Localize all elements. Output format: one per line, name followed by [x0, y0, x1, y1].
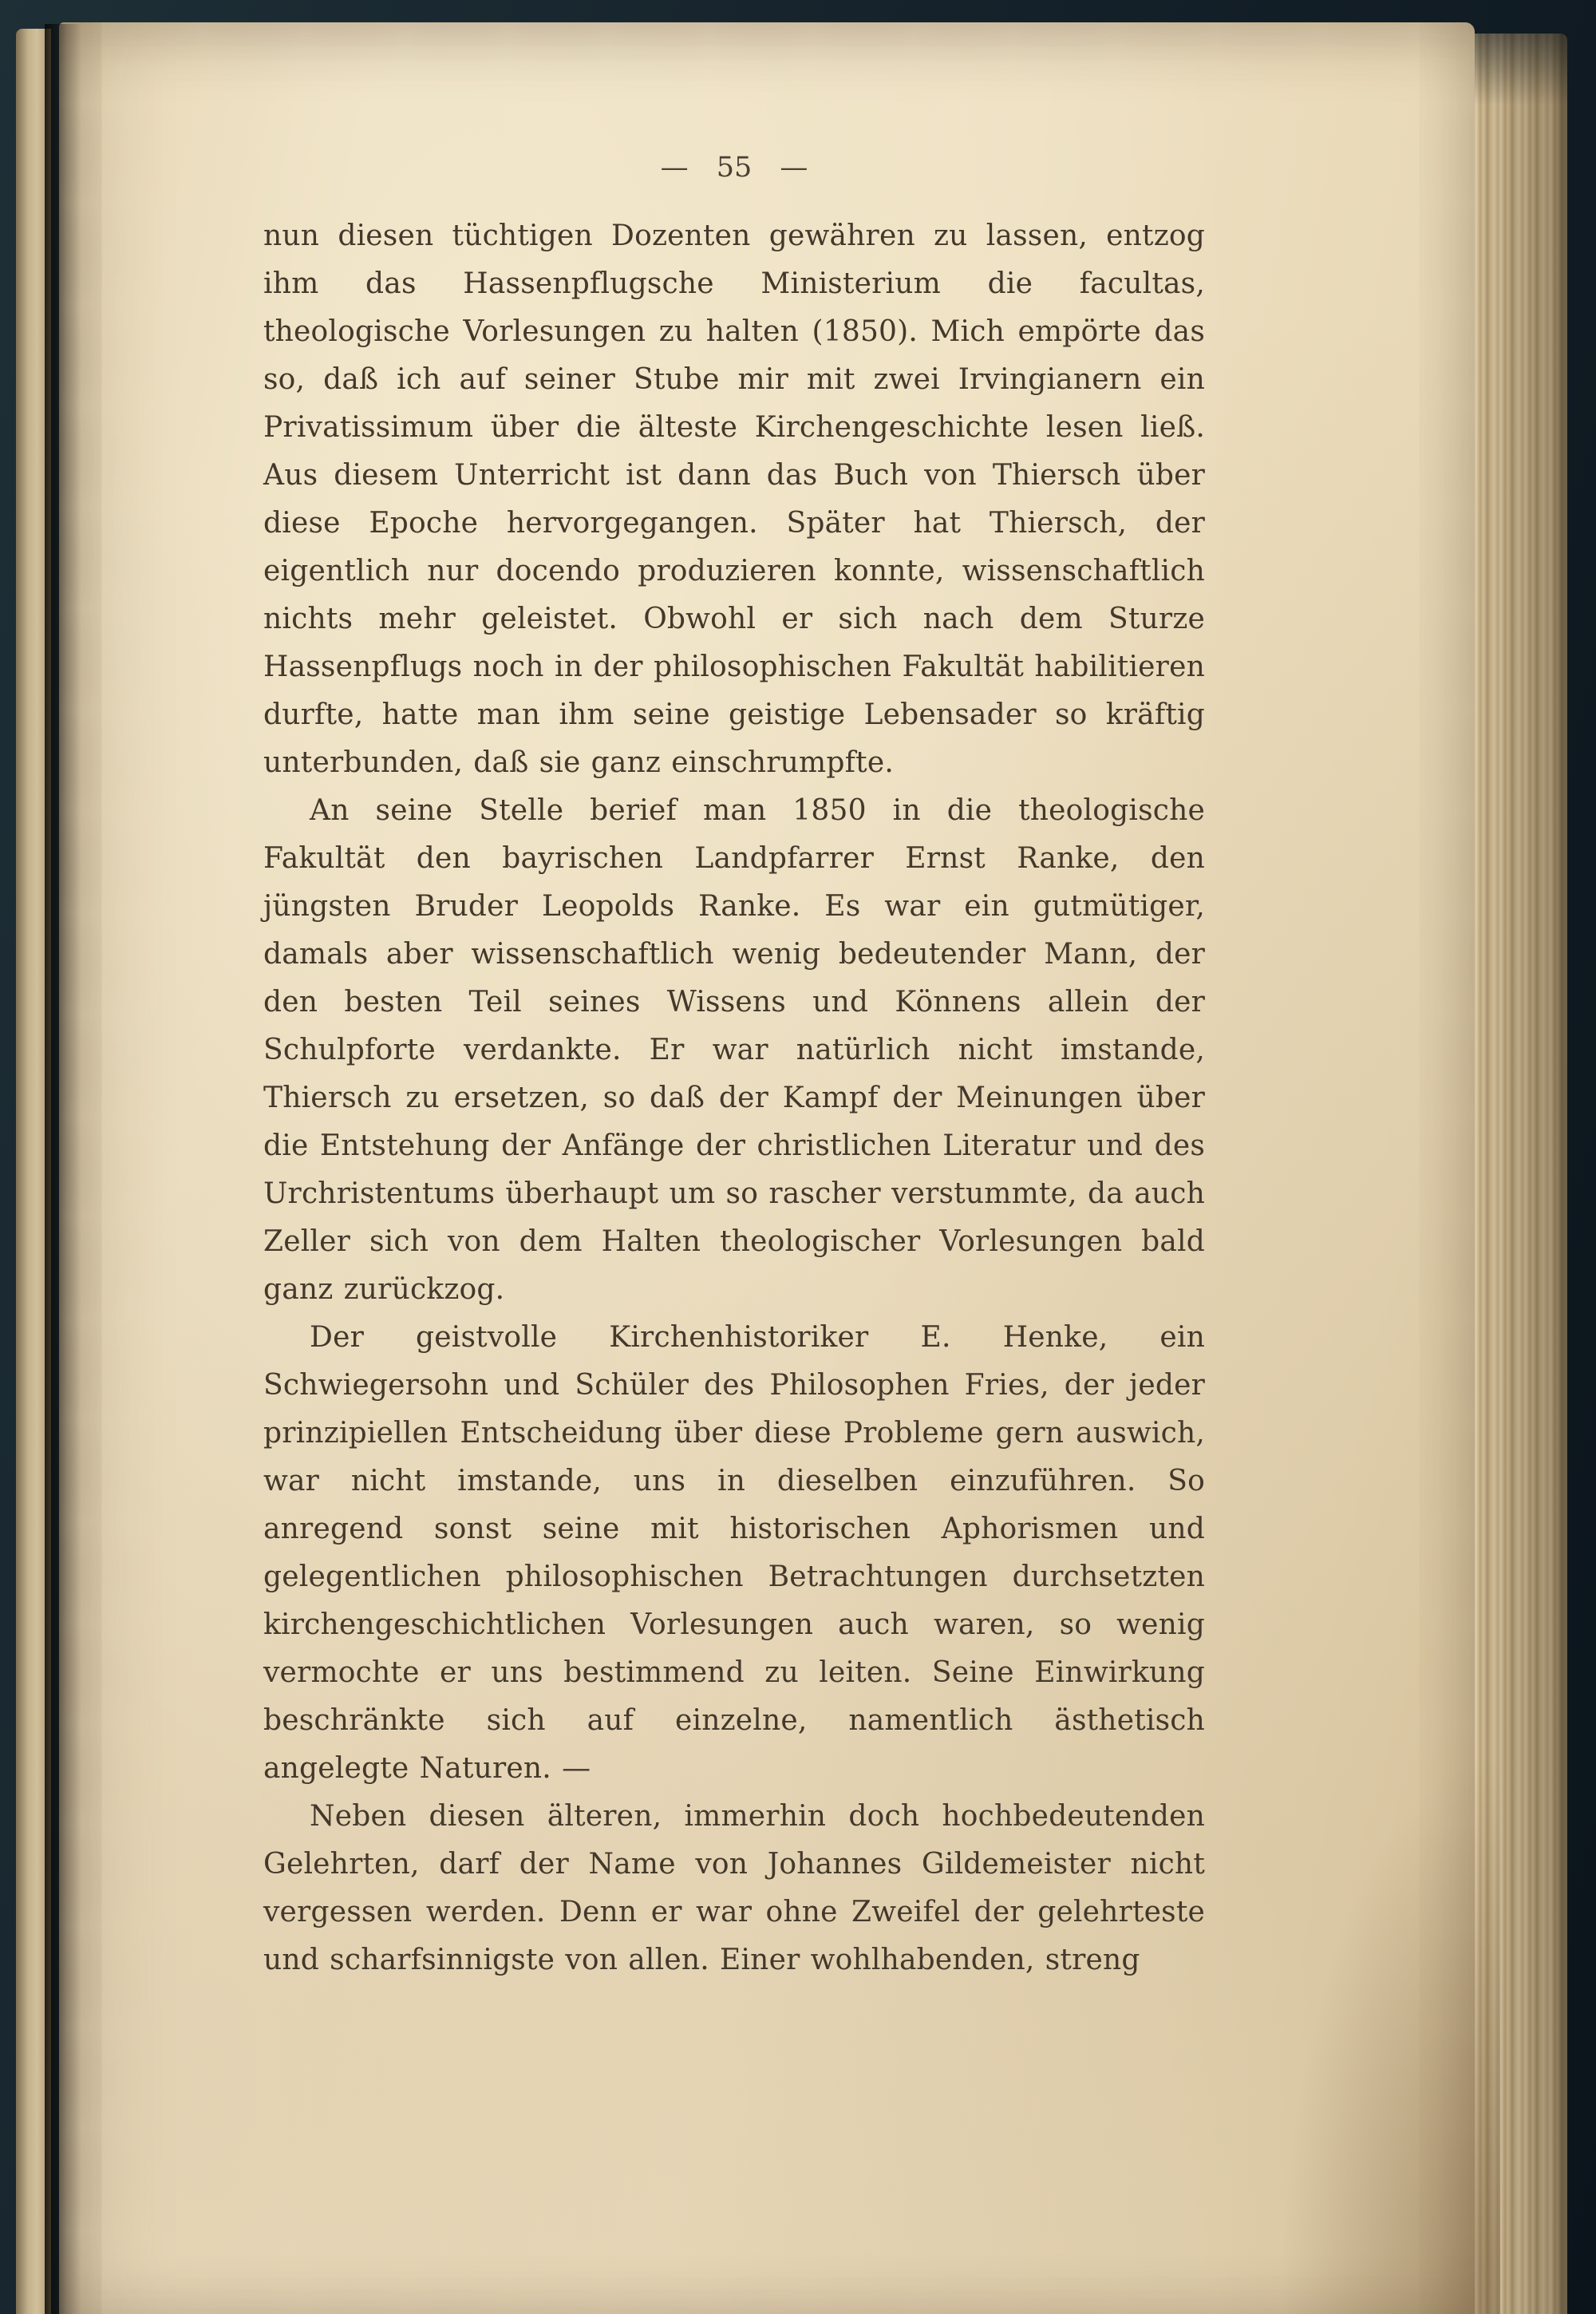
paragraph: An seine Stelle berief man 1850 in die theologische Fakultät den bayrischen Landpfarrer Ernst Ranke, den jüngsten Bruder Leopolds Ranke. Es war ein gutmütiger, damals aber wissenschaftlich wenig bedeutender Mann, der den besten Teil seines Wissens und Könnens allein der Schulpforte verdankte. Er war natürlich nicht imstande, Thiersch zu ersetzen, so daß der Kampf der Meinungen über die Entstehung der Anfänge der christlichen Literatur und des Urchristentums überhaupt um so rascher verstummte, da auch Zeller sich von dem Halten theologischer Vorlesungen bald ganz zurückzog. — [263, 794, 1205, 1306]
right-page-edges — [1470, 34, 1567, 2314]
paragraph: Der geistvolle Kirchenhistoriker E. Henke, ein Schwiegersohn und Schüler des Philosophen Fries, der jeder prinzipiellen Entscheidung über diese Probleme gern auswich, war nicht imstande, uns in dieselben einzuführen. So anregend sonst seine mit historischen Aphorismen und gelegentlichen philosophischen Betrachtungen durchsetzten kirchengeschichtlichen Vorlesungen auch waren, so wenig vermochte er uns bestimmend zu leiten. Seine Einwirkung beschränkte sich auf einzelne, namentlich ästhetisch angelegte Naturen. — — [263, 1321, 1205, 1785]
book-page — [59, 22, 1475, 2314]
page-number: — 55 — — [660, 152, 808, 184]
paragraph: nun diesen tüchtigen Dozenten gewähren zu lassen, entzog ihm das Hassenpflugsche Ministerium die facultas, theologische Vorlesungen zu halten (1850). Mich empörte das so, daß ich auf seiner Stube mir mit zwei Irvingianern ein Privatissimum über die älteste Kirchengeschichte lesen ließ. Aus diesem Unterricht ist dann das Buch von Thiersch über diese Epoche hervorgegangen. Später hat Thiersch, der eigentlich nur docendo produzieren konnte, wissenschaftlich nichts mehr geleistet. Obwohl er sich nach dem Sturze Hassenpflugs noch in der philosophischen Fakultät habilitieren durfte, hatte man ihm seine geistige Lebensader so kräftig unterbunden, daß sie ganz einschrumpfte. — [263, 220, 1205, 779]
page-text — [263, 152, 1205, 1984]
binding-gutter-shadow — [45, 24, 81, 2314]
paragraph: Neben diesen älteren, immerhin doch hochbedeutenden Gelehrten, darf der Name von Johannes Gildemeister nicht vergessen werden. Denn er war ohne Zweifel der gelehrteste und scharfsinnigste von allen. Einer wohlhabenden, streng — [263, 1800, 1205, 1976]
